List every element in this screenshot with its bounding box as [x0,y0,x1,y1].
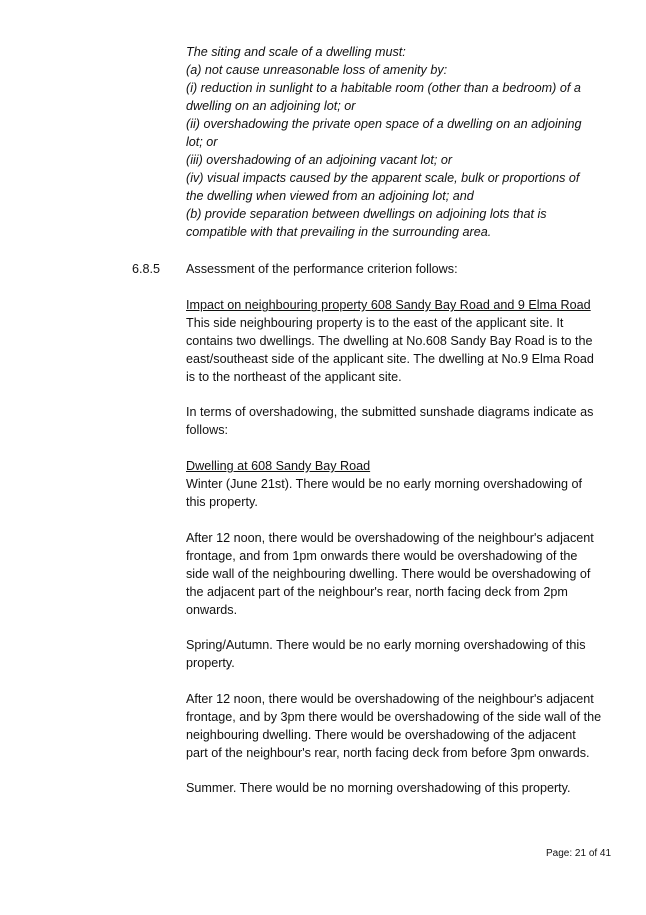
section-number: 6.8.5 [132,262,161,276]
criterion-line: lot; or [186,135,218,149]
criterion-line: (iv) visual impacts caused by the apparent scale, bulk or proportions of [186,171,580,185]
section-text: Assessment of the performance criterion follows: [186,262,458,276]
performance-criterion-quote [186,43,606,241]
criterion-line: (b) provide separation between dwellings on adjoining lots that is [186,207,547,221]
paragraph-line: east/southeast side of the applicant site. The dwelling at No.9 Elma Road [186,352,594,366]
paragraph-line: follows: [186,423,228,437]
impact-heading: Impact on neighbouring property 608 Sandy Bay Road and 9 Elma Road [186,298,591,312]
criterion-line: (a) not cause unreasonable loss of amenity by: [186,63,448,77]
criterion-line: dwelling on an adjoining lot; or [186,99,356,113]
dwelling-608-heading: Dwelling at 608 Sandy Bay Road [186,459,371,473]
criterion-line: the dwelling when viewed from an adjoining lot; and [186,189,474,203]
overshadowing-intro-paragraph [186,403,606,439]
paragraph-line: Summer. There would be no morning overshadowing of this property. [186,781,571,795]
summer-paragraph [186,779,606,797]
paragraph-line: the adjacent part of the neighbour's rear, north facing deck from 2pm [186,585,568,599]
paragraph-line: is to the northeast of the applicant site. [186,370,402,384]
paragraph-line: contains two dwellings. The dwelling at No.608 Sandy Bay Road is to the [186,334,593,348]
paragraph-line: neighbouring dwelling. There would be overshadowing of the adjacent [186,728,576,742]
paragraph-line: Spring/Autumn. There would be no early morning overshadowing of this [186,638,586,652]
paragraph-line: Winter (June 21st). There would be no early morning overshadowing of [186,477,582,491]
paragraph-line: property. [186,656,235,670]
spring-autumn-paragraph [186,636,606,672]
criterion-line: (ii) overshadowing the private open space of a dwelling on an adjoining [186,117,582,131]
paragraph-line: After 12 noon, there would be overshadowing of the neighbour's adjacent [186,531,594,545]
criterion-line: compatible with that prevailing in the surrounding area. [186,225,492,239]
paragraph-line: After 12 noon, there would be overshadowing of the neighbour's adjacent [186,692,594,706]
paragraph-line: onwards. [186,603,238,617]
paragraph-line: part of the neighbour's rear, north facing deck from before 3pm onwards. [186,746,590,760]
paragraph-line: frontage, and by 3pm there would be overshadowing of the side wall of the [186,710,602,724]
paragraph-line: This side neighbouring property is to the east of the applicant site. It [186,316,564,330]
criterion-line: (iii) overshadowing of an adjoining vacant lot; or [186,153,453,167]
paragraph-line: side wall of the neighbouring dwelling. There would be overshadowing of [186,567,591,581]
criterion-line: (i) reduction in sunlight to a habitable room (other than a bedroom) of a [186,81,581,95]
dwelling-608-winter-paragraph [186,457,606,511]
paragraph-line: this property. [186,495,258,509]
criterion-line: The siting and scale of a dwelling must: [186,45,406,59]
spring-afternoon-paragraph [186,690,606,762]
page-number: Page: 21 of 41 [546,848,612,859]
paragraph-line: frontage, and from 1pm onwards there would be overshadowing of the [186,549,578,563]
winter-afternoon-paragraph [186,529,606,619]
impact-paragraph [186,296,606,386]
paragraph-line: In terms of overshadowing, the submitted sunshade diagrams indicate as [186,405,594,419]
